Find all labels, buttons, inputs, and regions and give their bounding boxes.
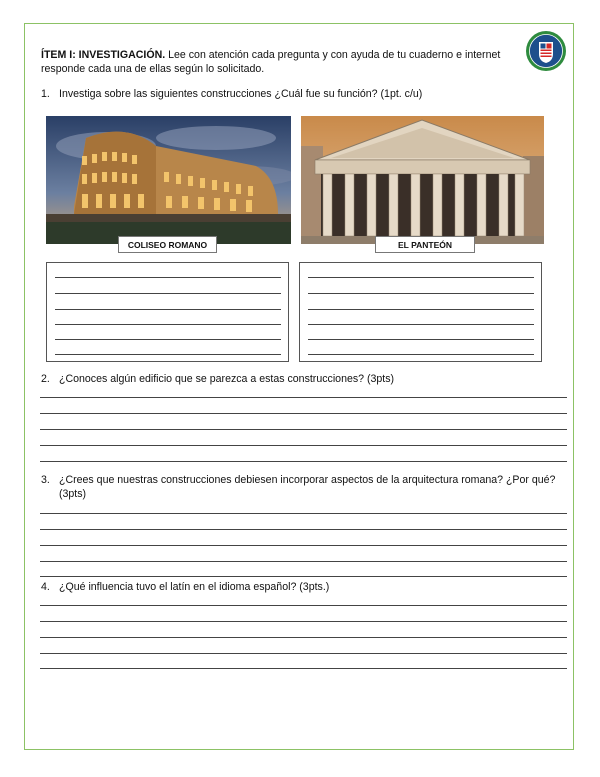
answer-line: [55, 339, 281, 340]
answer-line: [55, 309, 281, 310]
question-number: 3.: [41, 474, 50, 486]
colosseum-image: [46, 116, 291, 244]
image-caption: EL PANTEÓN: [375, 236, 475, 253]
question-text: ¿Qué influencia tuvo el latín en el idioma español? (3pts.): [59, 581, 330, 593]
answer-line[interactable]: [40, 513, 567, 514]
pantheon-image: [301, 116, 544, 244]
answer-box-coliseo[interactable]: [46, 262, 289, 362]
item-title: ÍTEM I: INVESTIGACIÓN.: [41, 49, 166, 61]
question-number: 4.: [41, 581, 50, 593]
answer-line[interactable]: [40, 576, 567, 577]
question-text: Investiga sobre las siguientes construcciones ¿Cuál fue su función? (1pt. c/u): [59, 88, 423, 100]
answer-line[interactable]: [40, 668, 567, 669]
answer-line: [55, 293, 281, 294]
answer-line[interactable]: [40, 529, 567, 530]
answer-line[interactable]: [40, 445, 567, 446]
answer-line[interactable]: [40, 413, 567, 414]
answer-line[interactable]: [40, 653, 567, 654]
intro-paragraph: [41, 48, 519, 76]
answer-line: [308, 293, 534, 294]
question-text: ¿Crees que nuestras construcciones debiesen incorporar aspectos de la arquitectura romana? ¿Por qué? (3pts): [59, 474, 556, 500]
answer-line: [308, 277, 534, 278]
answer-line: [55, 277, 281, 278]
answer-line[interactable]: [40, 621, 567, 622]
image-caption: COLISEO ROMANO: [118, 236, 217, 253]
question-3: [41, 473, 571, 501]
question-4: [41, 580, 561, 594]
question-number: 2.: [41, 373, 50, 385]
question-1: [41, 87, 561, 101]
answer-line[interactable]: [40, 561, 567, 562]
answer-line: [55, 324, 281, 325]
answer-line: [55, 354, 281, 355]
answer-line: [308, 354, 534, 355]
answer-line: [308, 324, 534, 325]
instructions-text: Lee con atención cada pregunta y con ayuda de tu cuaderno e internet responde cada una de ellas según lo solicitado.: [41, 49, 501, 75]
question-2: [41, 372, 561, 386]
school-logo: [525, 30, 567, 72]
answer-box-panteon[interactable]: [299, 262, 542, 362]
answer-line[interactable]: [40, 605, 567, 606]
answer-line: [308, 339, 534, 340]
answer-line[interactable]: [40, 545, 567, 546]
question-text: ¿Conoces algún edificio que se parezca a estas construcciones? (3pts): [59, 373, 395, 385]
question-number: 1.: [41, 88, 50, 100]
answer-line[interactable]: [40, 397, 567, 398]
answer-line[interactable]: [40, 429, 567, 430]
answer-line[interactable]: [40, 461, 567, 462]
answer-line[interactable]: [40, 637, 567, 638]
answer-line: [308, 309, 534, 310]
